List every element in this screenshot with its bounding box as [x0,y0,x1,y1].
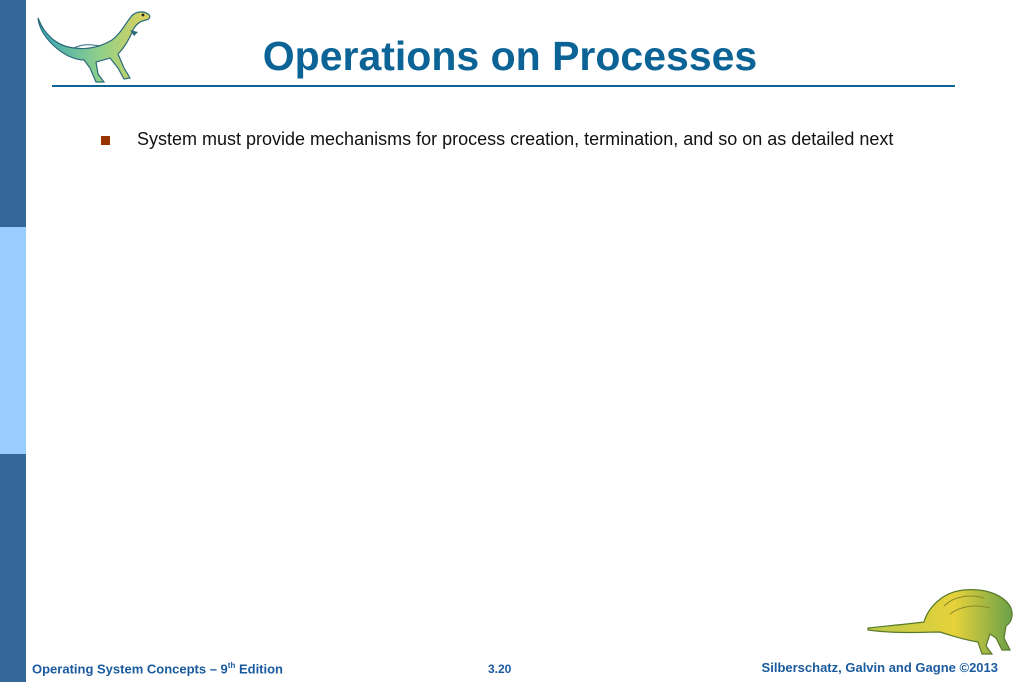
dinosaur-icon [866,584,1016,656]
bullet-item [100,128,920,151]
sidebar-band-bottom [0,454,26,682]
square-bullet-icon [101,136,110,145]
title-divider [52,85,955,87]
left-sidebar [0,0,26,682]
footer-page-number: 3.20 [488,662,512,676]
sidebar-band-top [0,0,26,227]
bullet-text: System must provide mechanisms for process creation, termination, and so on as detailed next [137,129,894,149]
sidebar-band-middle [0,227,26,454]
footer-book-superscript: th [227,661,236,670]
footer-book-prefix: Operating System Concepts – 9 [32,661,228,677]
footer-book-title [32,661,283,676]
footer-copyright: Silberschatz, Galvin and Gagne ©2013 [761,660,998,675]
dinosaur-icon [34,4,159,86]
slide-title: Operations on Processes [262,33,758,79]
bullet-list [100,128,920,151]
footer-book-suffix: Edition [235,661,284,677]
